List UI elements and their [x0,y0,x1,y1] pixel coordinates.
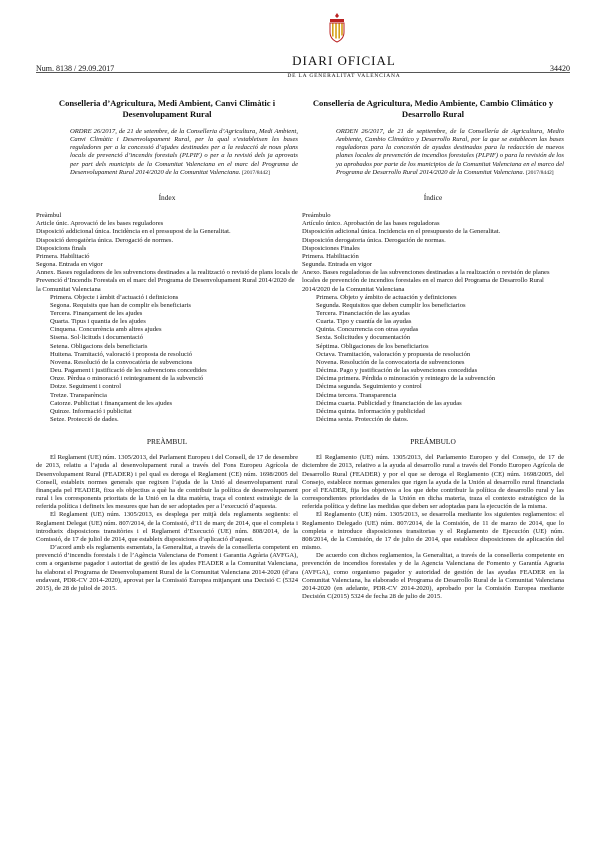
index-list [302,212,564,424]
index-list [36,212,298,424]
index-item: Novena. Resolución de la convocatoria de subvenciones [316,358,465,366]
order-summary [36,128,298,177]
index-item: Setze. Protecció de dades. [50,416,119,423]
index-item: Annex. Bases reguladores de les subvencions destinades a la realització o revisió de plans locals de Prevenció d’Incendis Forestals en el marc del Programa de Desenvolupament Rural 2014/2020 de la Comunitat Valenciana [36,269,298,293]
index-item: Dotze. Seguiment i control [50,383,122,391]
index-item: Primera. Objeto y ámbito de actuación y definiciones [316,293,457,301]
preamble-body [302,454,564,601]
index-item: Quinze. Informació i publicitat [50,407,132,415]
index-item: Preàmbul [36,212,62,220]
index-item: Artículo único. Aprobación de las bases reguladoras [302,220,440,228]
journal-brand [274,54,414,67]
index-item: Segunda. Requisitos que deben cumplir los beneficiarios [316,301,466,309]
index-item: Primera. Habilitación [302,252,359,260]
index-item: Article únic. Aprovació de les bases reguladores [36,220,164,228]
order-text: ORDEN 26/2017, de 21 de septiembre, de la Consellería de Agricultura, Medio Ambiente, Cambio Climático y Desarrollo Rural, por la que se establecen las bases reguladoras para la concesión de ayudas destinadas para la redacción de nuevos planes locales de prevención de incendios forestales (PLPIF) o para la revisión de los ya aprobados por parte de los municipios de la Comunitat Valenciana en el marco del Programa de Desarrollo Rural 2014/2020 de la Comunitat Valenciana. [336,128,564,176]
index-item: Anexo. Bases reguladoras de las subvenciones destinadas a la realización o revisión de planes locales de prevención de incendios forestales en el marco del Programa de Desarrollo Rural 2014/2020 de la Comunitat Valenciana [302,269,550,293]
body-paragraph: El Reglamento (UE) núm. 1305/2013, se desarrolla mediante los siguientes reglamentos: el Reglamento Delegado (UE) núm. 807/2014, de la Comisión, de 11 de marzo de 2014, que lo completa e introduce disposiciones transitorias y el Reglamento de Ejecución (UE) núm. 808/2014, de la Comisión, de 17 de julio de 2014, que establece disposiciones de aplicación del mismo. [302,511,564,552]
index-item: Disposicions finals [36,244,87,252]
page-header [36,0,570,78]
index-item: Décima tercera. Transparencia [316,391,397,399]
index-item: Tretze. Transparència [50,391,107,399]
org-title: Consellería de Agricultura, Medio Ambiente, Cambio Climático y Desarrollo Rural [312,98,554,119]
index-item: Deu. Pagament i justificació de les subvencions concedides [50,367,207,375]
generalitat-emblem-icon [326,12,348,44]
column-spanish [302,98,564,601]
index-title: Índex [158,192,176,202]
index-item: Primera. Objecte i àmbit d’actuació i definicions [50,293,179,301]
index-item: Catorze. Publicitat i finançament de les ajudes [50,399,173,407]
page-number: 34420 [550,64,570,73]
order-ref: [2017/8442] [242,169,270,176]
index-item: Quarta. Tipus i quantia de les ajudes [50,318,146,326]
index-item: Disposiciones Finales [302,244,360,252]
order-text: ORDRE 26/2017, de 21 de setembre, de la Conselleria d’Agricultura, Medi Ambient, Canvi Climàtic i Desenvolupament Rural, per la qual s’estableixen les bases reguladores per a la concessió d’ajudes destinades per a la redacció de nous plans locals de prevenció d’incendis forestals (PLPIF) o per a la revisió dels ja aprovats per part dels municipis de la Comunitat Valenciana en el marc del Programa de Desenvolupament Rural 2014/2020 de la Comunitat Valenciana. [70,128,298,176]
index-item: Disposició derogatòria única. Derogació de normes. [36,236,174,244]
journal-brand-sub [274,73,414,80]
index-item: Décima quinta. Información y publicidad [316,407,425,415]
preamble-title: PREÀMBUL [146,437,188,447]
index-item: Quinta. Concurrencia con otras ayudas [316,326,419,334]
index-item: Primera. Habilitació [36,252,90,260]
index-item: Disposición adicional única. Incidencia en el presupuesto de la Generalitat. [302,228,501,236]
index-item: Disposición derogatoria única. Derogación de normas. [302,236,446,244]
body-paragraph: El Reglament (UE) núm. 1305/2013, del Parlament Europeu i del Consell, de 17 de desembre de 2013, relatiu a l’ajuda al desenvolupament rural a través del Fons Europeu Agrícola de Desenvolupament Rural (FEADER) i pel qual es deroga el Reglament (CE) núm. 1698/2005 del Consell, estableix normes generals que regixen l’ajuda de la Unió al desenvolupament rural finançada pel FEADER, fixa els objectius a què ha de contribuir la política de desenvolupament rural i les corresponents prioritats de la Unió en la dita matèria, traça el context estratègic de la referida política i defineix les mesures que han de ser adoptades per a l’execució d’aquesta. [36,454,298,511]
order-summary [302,128,564,177]
column-valencian [36,98,298,593]
issue-number: Num. 8138 / 29.09.2017 [36,64,115,73]
index-item: Décima primera. Pérdida o minoración y reintegro de la subvención [316,375,496,383]
index-item: Décima segunda. Seguimiento y control [316,383,422,391]
index-item: Sisena. Sol·licituds i documentació [50,334,144,342]
body-paragraph: El Reglamento (UE) núm. 1305/2013, del Parlamento Europeo y del Consejo, de 17 de diciembre de 2013, relativo a la ayuda al desarrollo rural a través del Fondo Europeo Agrícola de Desarrollo Rural (FEADER) y por el que se deroga el Reglamento (CE) núm. 1698/2005, del Consejo, establece normas generales que rigen la ayuda de la Unión al desarrollo rural financiada por el FEADER, fija los objetivos a los que debe contribuir la política de desarrollo rural y las correspondientes prioridades de la Unión en dicha materia, traza el contexto estratégico de la referida política y define las medidas que deben ser adoptadas para la ejecución de la misma. [302,454,564,511]
index-item: Segona. Entrada en vigor [36,261,103,269]
body-paragraph: D’acord amb els reglaments esmentats, la Generalitat, a través de la conselleria competent en prevenció d’incendis forestals i de l’Agència Valenciana de Foment i Garantia Agrària (AVFGA), com a organisme pagador i autoritat de gestió de les ajudes FEADER a la Comunitat Valenciana, ha elaborat el Programa de Desenvolupament Rural de la Comunitat Valenciana 2014-2020 (d’ara endavant, PDR-CV 2014-2020), aprovat per la Comissió Europea mitjançant una Decisió C (5324 2015), de 28 de juliol de 2015. [36,544,298,592]
index-item: Tercera. Finançament de les ajudes [50,309,143,317]
brand-title: DIARI OFICIAL [292,53,396,68]
index-item: Octava. Tramitación, valoración y propuesta de resolución [316,350,471,358]
body-paragraph: El Reglament (UE) núm. 1305/2013, es desplega per mitjà dels reglaments següents: el Reglament Delegat (UE) núm. 807/2014, de la Comissió, d’11 de març de 2014, que el completa i introdueix disposicions transitòries i el Reglament d’Execució (UE) núm. 808/2014, de la Comissió, de 17 de juliol de 2014, que estableix disposicions d’aplicació d’aquest. [36,511,298,543]
index-item: Tercera. Financiación de las ayudas [316,309,410,317]
index-item: Sexta. Solicitudes y documentación [316,334,411,342]
index-item: Décima. Pago y justificación de las subvenciones concedidas [316,367,478,375]
index-item: Preámbulo [302,212,331,220]
index-item: Séptima. Obligaciones de los beneficiarios [316,342,429,350]
body-paragraph: De acuerdo con dichos reglamentos, la Generalitat, a través de la conselleria competente en prevención de incendios forestales y de la Agencia Valenciana de Fomento y Garantía Agraria (AVFGA), como organismo pagador y autoridad de gestión de las ayudas FEADER en la Comunitat Valenciana, ha elaborado el Programa de Desarrollo Rural de la Comunitat Valenciana 2014-2020 (en adelante, PDR-CV 2014-2020), aprobado por la Comisión Europea mediante Decisión C(2015) 5324 de fecha 28 de julio de 2015. [302,552,564,600]
index-item: Cinquena. Concurrència amb altres ajudes [50,326,162,334]
index-item: Cuarta. Tipo y cuantía de las ayudas [316,318,412,326]
index-item: Disposició addicional única. Incidència en el pressupost de la Generalitat. [36,228,231,236]
index-item: Segunda. Entrada en vigor [302,261,372,269]
preamble-body [36,454,298,593]
index-title: Índice [423,192,443,202]
org-title: Conselleria d’Agricultura, Medi Ambient, Canvi Climàtic i Desenvolupament Rural [58,98,276,119]
brand-subtitle: DE LA GENERALITAT VALENCIANA [287,73,401,79]
index-item: Novena. Resolució de la convocatòria de subvencions [50,358,193,366]
index-item: Segona. Requisits que han de complir els beneficiaris [50,301,191,309]
index-item: Décima cuarta. Publicidad y financiación de las ayudas [316,399,462,407]
preamble-title: PREÁMBULO [410,437,456,447]
index-item: Décima sexta. Protección de datos. [316,416,409,423]
index-item: Onze. Pèrdua o minoració i reintegrament de la subvenció [50,375,204,383]
index-item: Huitena. Tramitació, valoració i proposta de resolució [50,350,193,358]
order-ref: [2017/8442] [526,169,554,176]
index-item: Setena. Obligacions dels beneficiaris [50,342,148,350]
